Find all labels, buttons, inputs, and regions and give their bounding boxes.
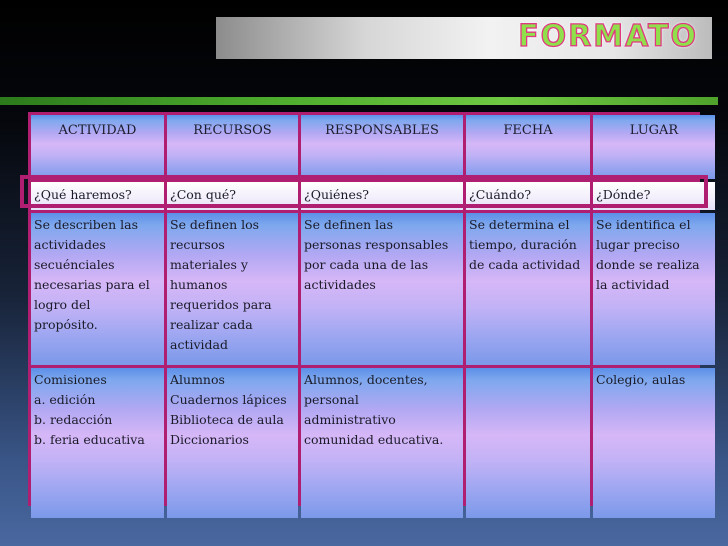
description-line: Se identifica el [596, 217, 691, 232]
description-line: de cada actividad [469, 257, 581, 272]
question-fecha: ¿Cuándo? [466, 182, 590, 210]
question-actividad: ¿Qué haremos? [31, 182, 164, 210]
description-line: materiales y [170, 257, 248, 272]
detail-line: b. redacción [34, 412, 113, 427]
question-recursos: ¿Con qué? [167, 182, 298, 210]
description-line: donde se realiza [596, 257, 700, 272]
detail-actividad [31, 368, 164, 518]
description-line: propósito. [34, 317, 98, 332]
detail-line: Comisiones [34, 372, 107, 387]
format-table [28, 112, 700, 506]
description-line: Se definen los [170, 217, 260, 232]
description-line: tiempo, duración [469, 237, 577, 252]
detail-line: personal [304, 392, 359, 407]
description-recursos [167, 213, 298, 365]
detail-line: Diccionarios [170, 432, 249, 447]
detail-line: Colegio, aulas [596, 372, 686, 387]
description-line: recursos [170, 237, 225, 252]
description-line: actividad [170, 337, 228, 352]
description-responsables [301, 213, 463, 365]
detail-line: b. feria educativa [34, 432, 145, 447]
description-line: necesarias para el [34, 277, 150, 292]
detail-line: administrativo [304, 412, 396, 427]
description-line: realizar cada [170, 317, 253, 332]
title-banner [216, 17, 712, 59]
description-line: Se determina el [469, 217, 570, 232]
detail-recursos [167, 368, 298, 518]
description-line: por cada una de las [304, 257, 429, 272]
detail-line: a. edición [34, 392, 96, 407]
description-fecha [466, 213, 590, 365]
slide-title: FORMATO [518, 19, 698, 54]
question-responsables: ¿Quiénes? [301, 182, 463, 210]
detail-line: Alumnos [170, 372, 225, 387]
detail-responsables [301, 368, 463, 518]
description-line: secuénciales [34, 257, 115, 272]
description-line: Se describen las [34, 217, 139, 232]
description-line: lugar preciso [596, 237, 680, 252]
description-line: la actividad [596, 277, 670, 292]
detail-line: Alumnos, docentes, [304, 372, 428, 387]
description-line: personas responsables [304, 237, 449, 252]
detail-fecha [466, 368, 590, 518]
detail-line: Biblioteca de aula [170, 412, 284, 427]
description-line: Se definen las [304, 217, 394, 232]
question-lugar: ¿Dónde? [593, 182, 715, 210]
description-line: humanos [170, 277, 228, 292]
detail-lugar [593, 368, 715, 518]
header-actividad: ACTIVIDAD [31, 115, 164, 179]
description-lugar [593, 213, 715, 365]
header-responsables: RESPONSABLES [301, 115, 463, 179]
description-actividad [31, 213, 164, 365]
detail-line: comunidad educativa. [304, 432, 444, 447]
description-line: logro del [34, 297, 91, 312]
header-fecha: FECHA [466, 115, 590, 179]
description-line: requeridos para [170, 297, 272, 312]
header-recursos: RECURSOS [167, 115, 298, 179]
header-lugar: LUGAR [593, 115, 715, 179]
divider-rule [0, 97, 718, 105]
detail-line: Cuadernos lápices [170, 392, 287, 407]
description-line: actividades [304, 277, 376, 292]
description-line: actividades [34, 237, 106, 252]
